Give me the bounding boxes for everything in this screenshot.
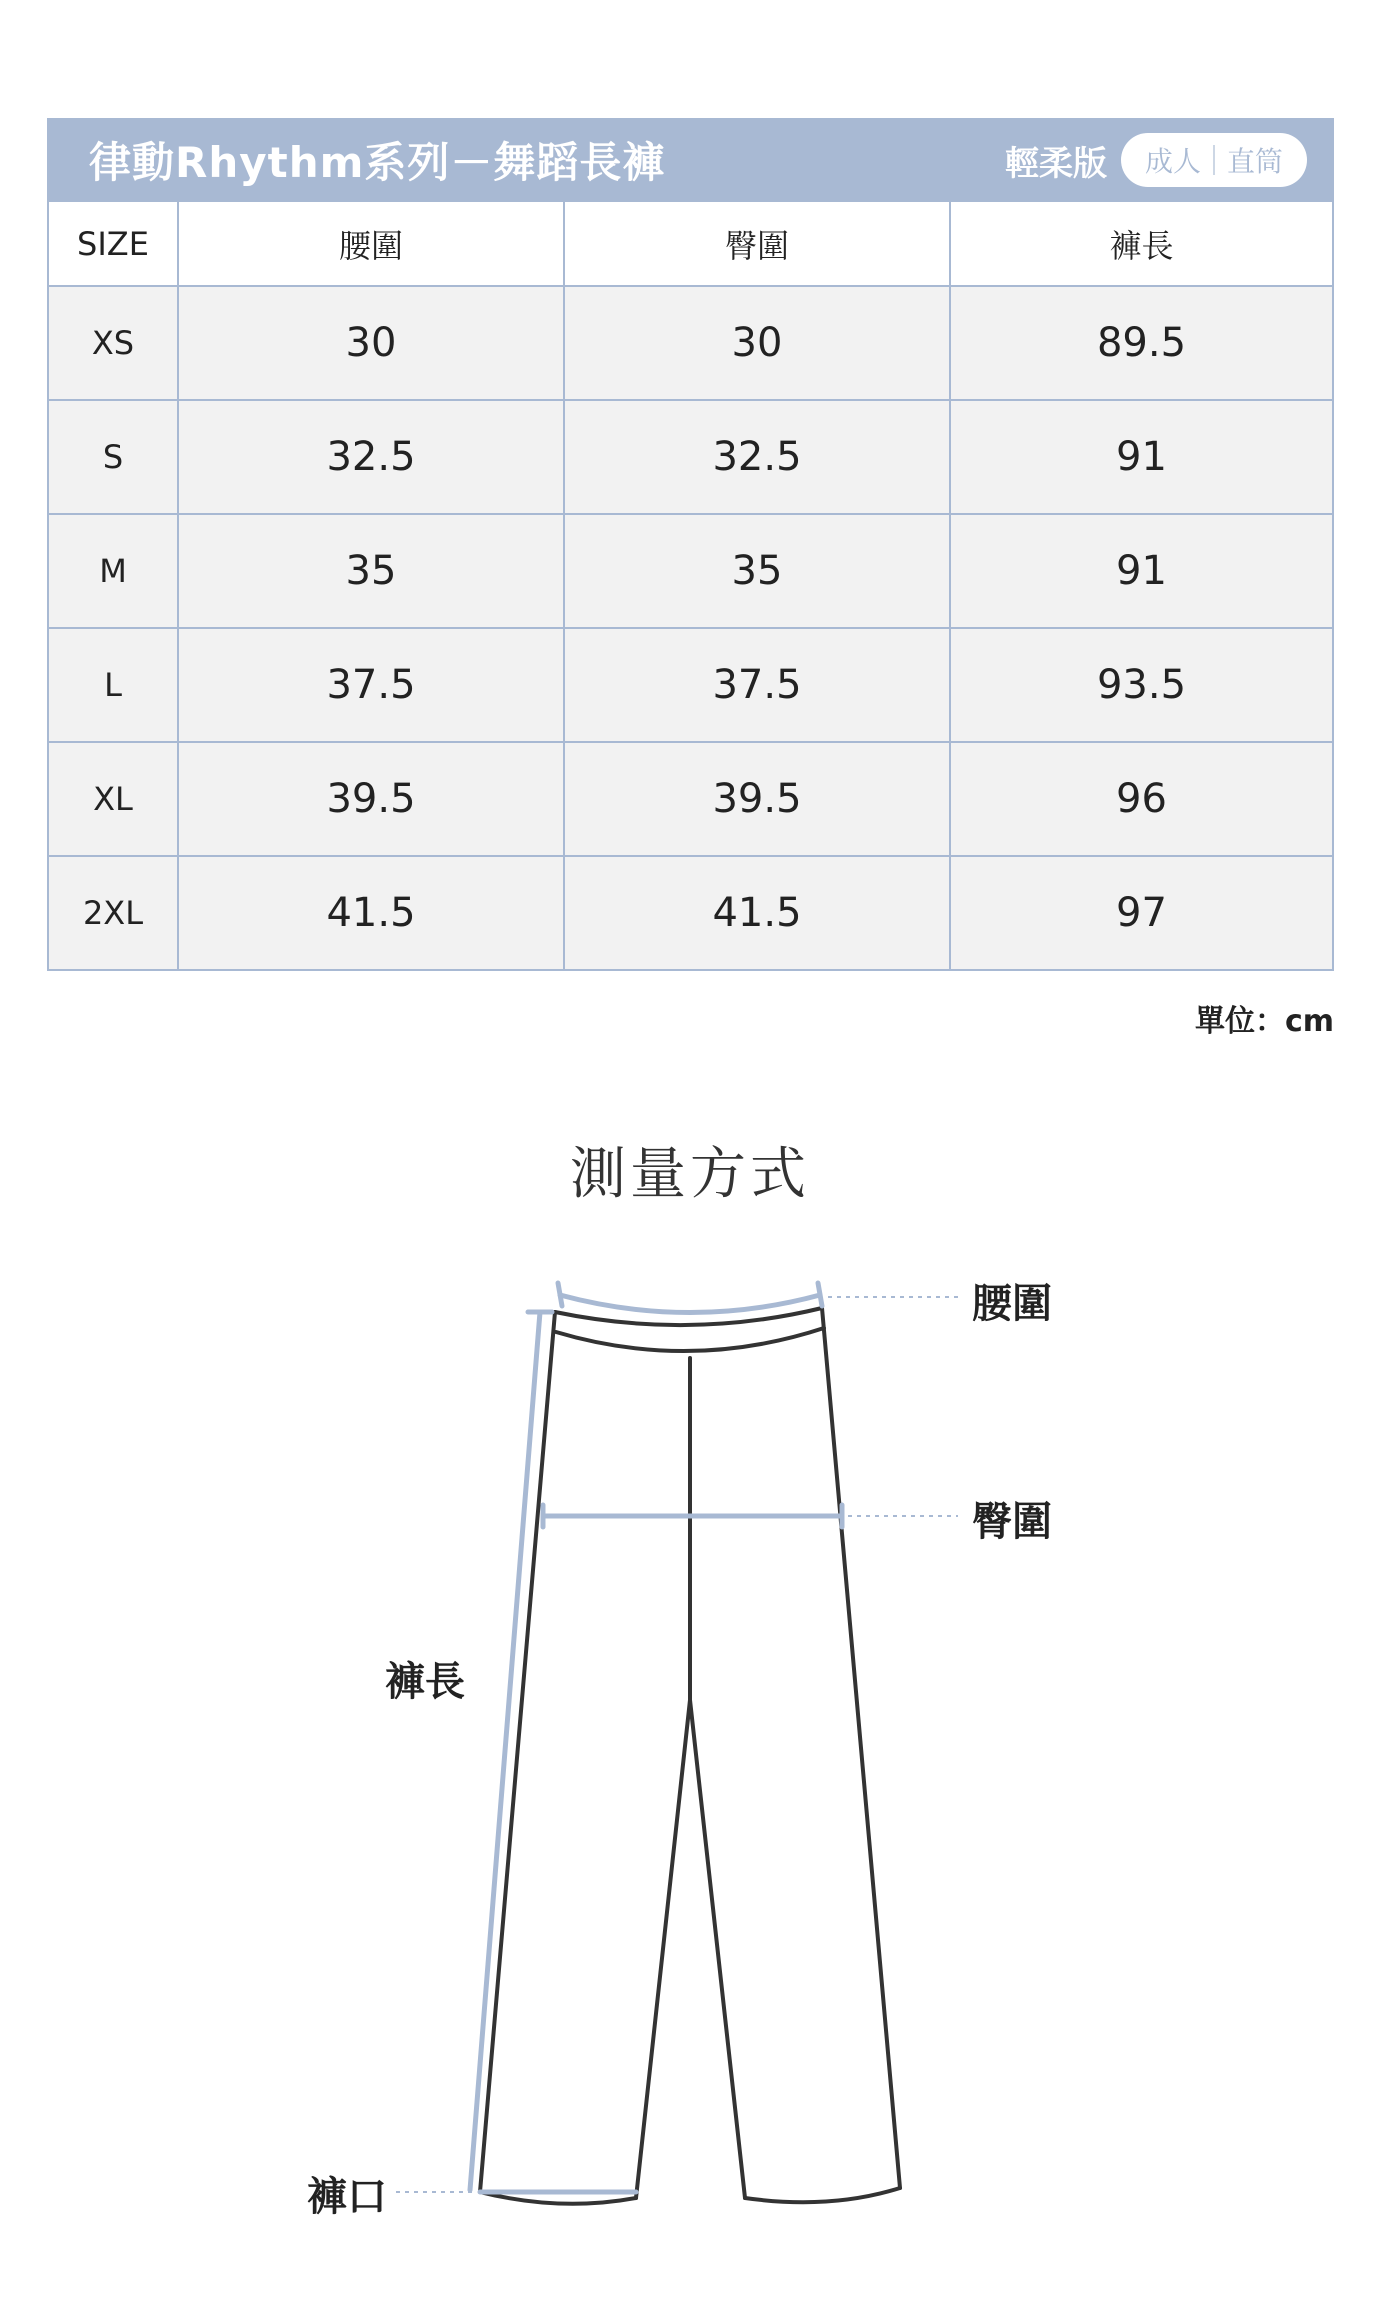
waist-measure-cap-left — [558, 1283, 562, 1306]
table-title: 律動Rhythm系列－舞蹈長褲 — [89, 138, 666, 187]
table-cell-length: 97 — [951, 855, 1332, 969]
table-cell-hip: 37.5 — [565, 627, 951, 741]
waist-measure-line — [560, 1295, 820, 1313]
table-cell-length: 96 — [951, 741, 1332, 855]
right-hem — [745, 2188, 900, 2202]
table-cell-waist: 30 — [179, 285, 565, 399]
table-cell-hip: 32.5 — [565, 399, 951, 513]
label-hip: 臀圍 — [972, 1499, 1052, 1545]
table-cell-size: 2XL — [49, 855, 179, 969]
waist-measure-cap-right — [818, 1283, 822, 1306]
table-cell-waist: 39.5 — [179, 741, 565, 855]
table-cell-hip: 30 — [565, 285, 951, 399]
table-cell-hip: 39.5 — [565, 741, 951, 855]
table-cell-length: 91 — [951, 513, 1332, 627]
measurement-title: 測量方式 — [570, 1142, 810, 1207]
fit-tag-straight: 直筒 — [1226, 145, 1283, 178]
right-inseam — [690, 1700, 745, 2198]
table-cell-waist: 35 — [179, 513, 565, 627]
table-cell-size: S — [49, 399, 179, 513]
unit-note: 單位：cm — [1194, 1004, 1334, 1039]
table-cell-length: 91 — [951, 399, 1332, 513]
table-cell-hip: 41.5 — [565, 855, 951, 969]
waistband-bottom-line — [556, 1328, 824, 1351]
table-cell-size: XL — [49, 741, 179, 855]
label-waist: 腰圍 — [972, 1281, 1052, 1327]
measurement-guides — [470, 1283, 842, 2192]
right-outer-seam — [822, 1308, 900, 2188]
table-cell-waist: 32.5 — [179, 399, 565, 513]
table-cell-size: XS — [49, 285, 179, 399]
table-cell-waist: 37.5 — [179, 627, 565, 741]
left-inseam — [636, 1700, 690, 2198]
table-cell-hip: 35 — [565, 513, 951, 627]
label-length: 褲長 — [385, 1659, 465, 1705]
table-cell-waist: 41.5 — [179, 855, 565, 969]
table-cell-size: M — [49, 513, 179, 627]
column-header-waist: 腰圍 — [179, 200, 565, 285]
table-cell-size: L — [49, 627, 179, 741]
column-header-size: SIZE — [49, 200, 179, 285]
label-hem: 褲口 — [307, 2174, 387, 2220]
left-outer-seam — [480, 1312, 555, 2192]
table-cell-length: 89.5 — [951, 285, 1332, 399]
pants-outline — [480, 1308, 900, 2204]
version-label: 輕柔版 — [1004, 143, 1107, 184]
column-header-hip: 臀圍 — [565, 200, 951, 285]
table-cell-length: 93.5 — [951, 627, 1332, 741]
length-measure-line — [470, 1312, 540, 2190]
fit-tag-adult: 成人 — [1144, 145, 1201, 178]
column-header-length: 褲長 — [951, 200, 1332, 285]
